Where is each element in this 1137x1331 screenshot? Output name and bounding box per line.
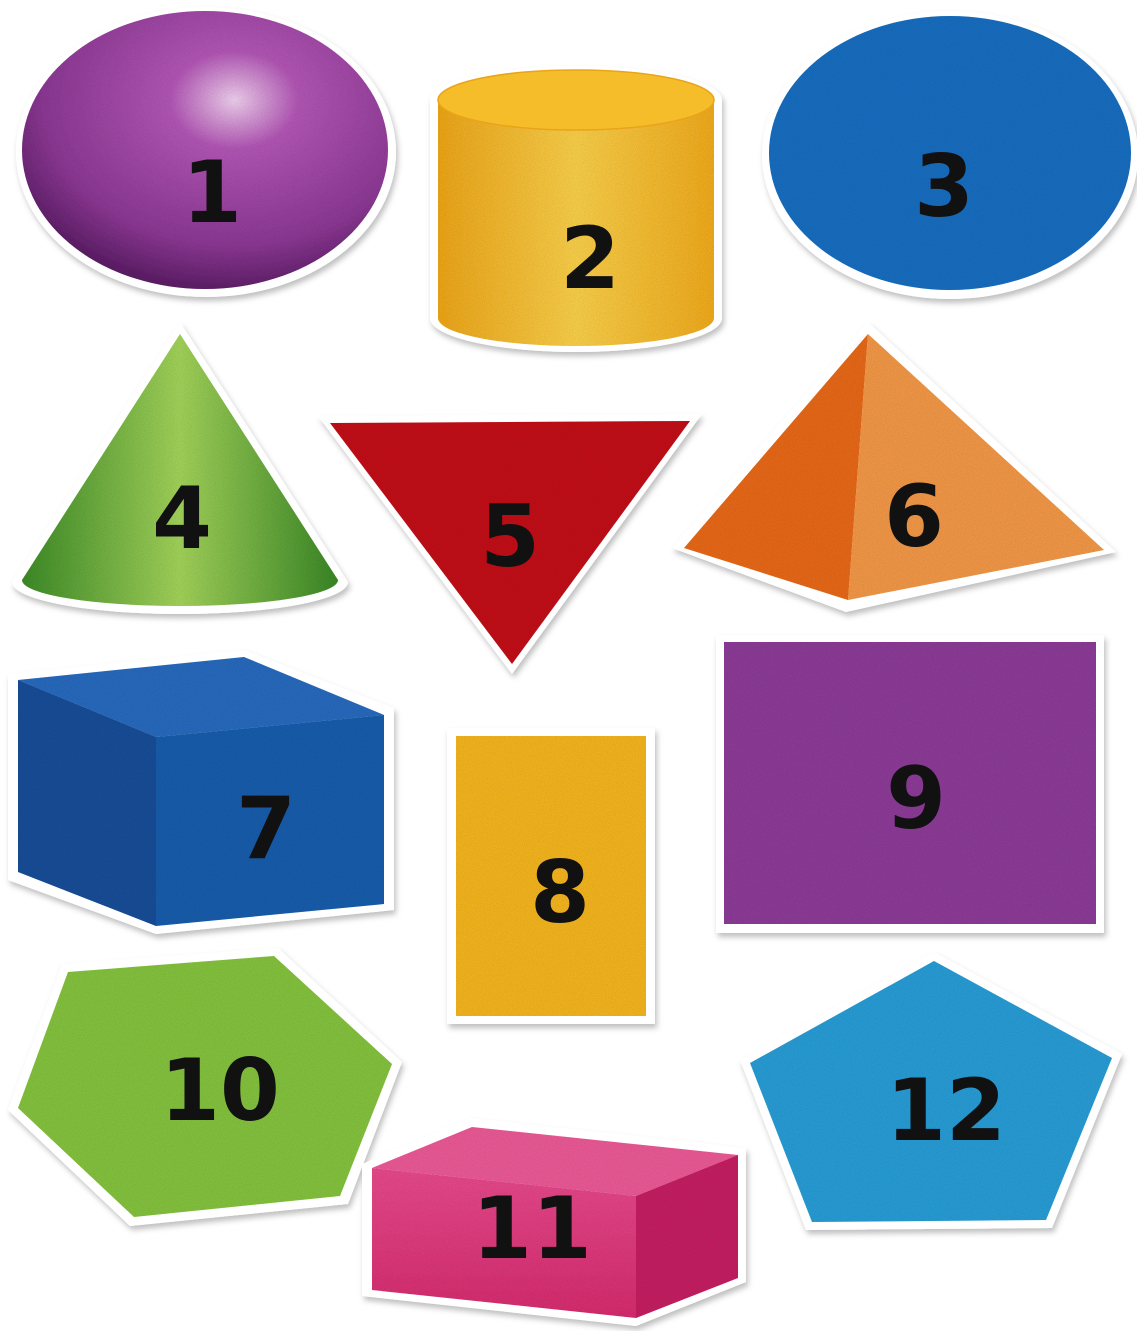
shape-4-cone <box>12 322 348 614</box>
shape-1-label: 1 <box>182 143 242 243</box>
shape-7-cube <box>8 650 394 934</box>
shape-11-label: 11 <box>472 1179 592 1279</box>
shape-6-pyramid <box>672 322 1116 612</box>
shape-9-rectangle <box>716 635 1104 933</box>
shape-3-oval <box>762 11 1137 299</box>
shape-8-rectangle <box>447 728 655 1024</box>
shape-10-hexagon <box>8 948 402 1226</box>
shape-9-label: 9 <box>886 749 946 849</box>
shape-1-sphere <box>16 7 396 297</box>
shape-10-label: 10 <box>160 1041 280 1141</box>
shape-11-rectangular-prism <box>362 1118 746 1326</box>
shape-7-label: 7 <box>236 779 296 879</box>
shape-5-label: 5 <box>480 487 540 587</box>
shape-12-pentagon <box>740 952 1122 1230</box>
shape-12-label: 12 <box>886 1061 1006 1161</box>
shape-4-label: 4 <box>152 469 212 569</box>
shape-2-cylinder <box>430 66 722 352</box>
shape-3-label: 3 <box>914 137 974 237</box>
shape-6-label: 6 <box>884 467 944 567</box>
shape-2-label: 2 <box>560 209 620 309</box>
shape-8-label: 8 <box>530 843 590 943</box>
shape-5-triangle <box>318 414 702 674</box>
